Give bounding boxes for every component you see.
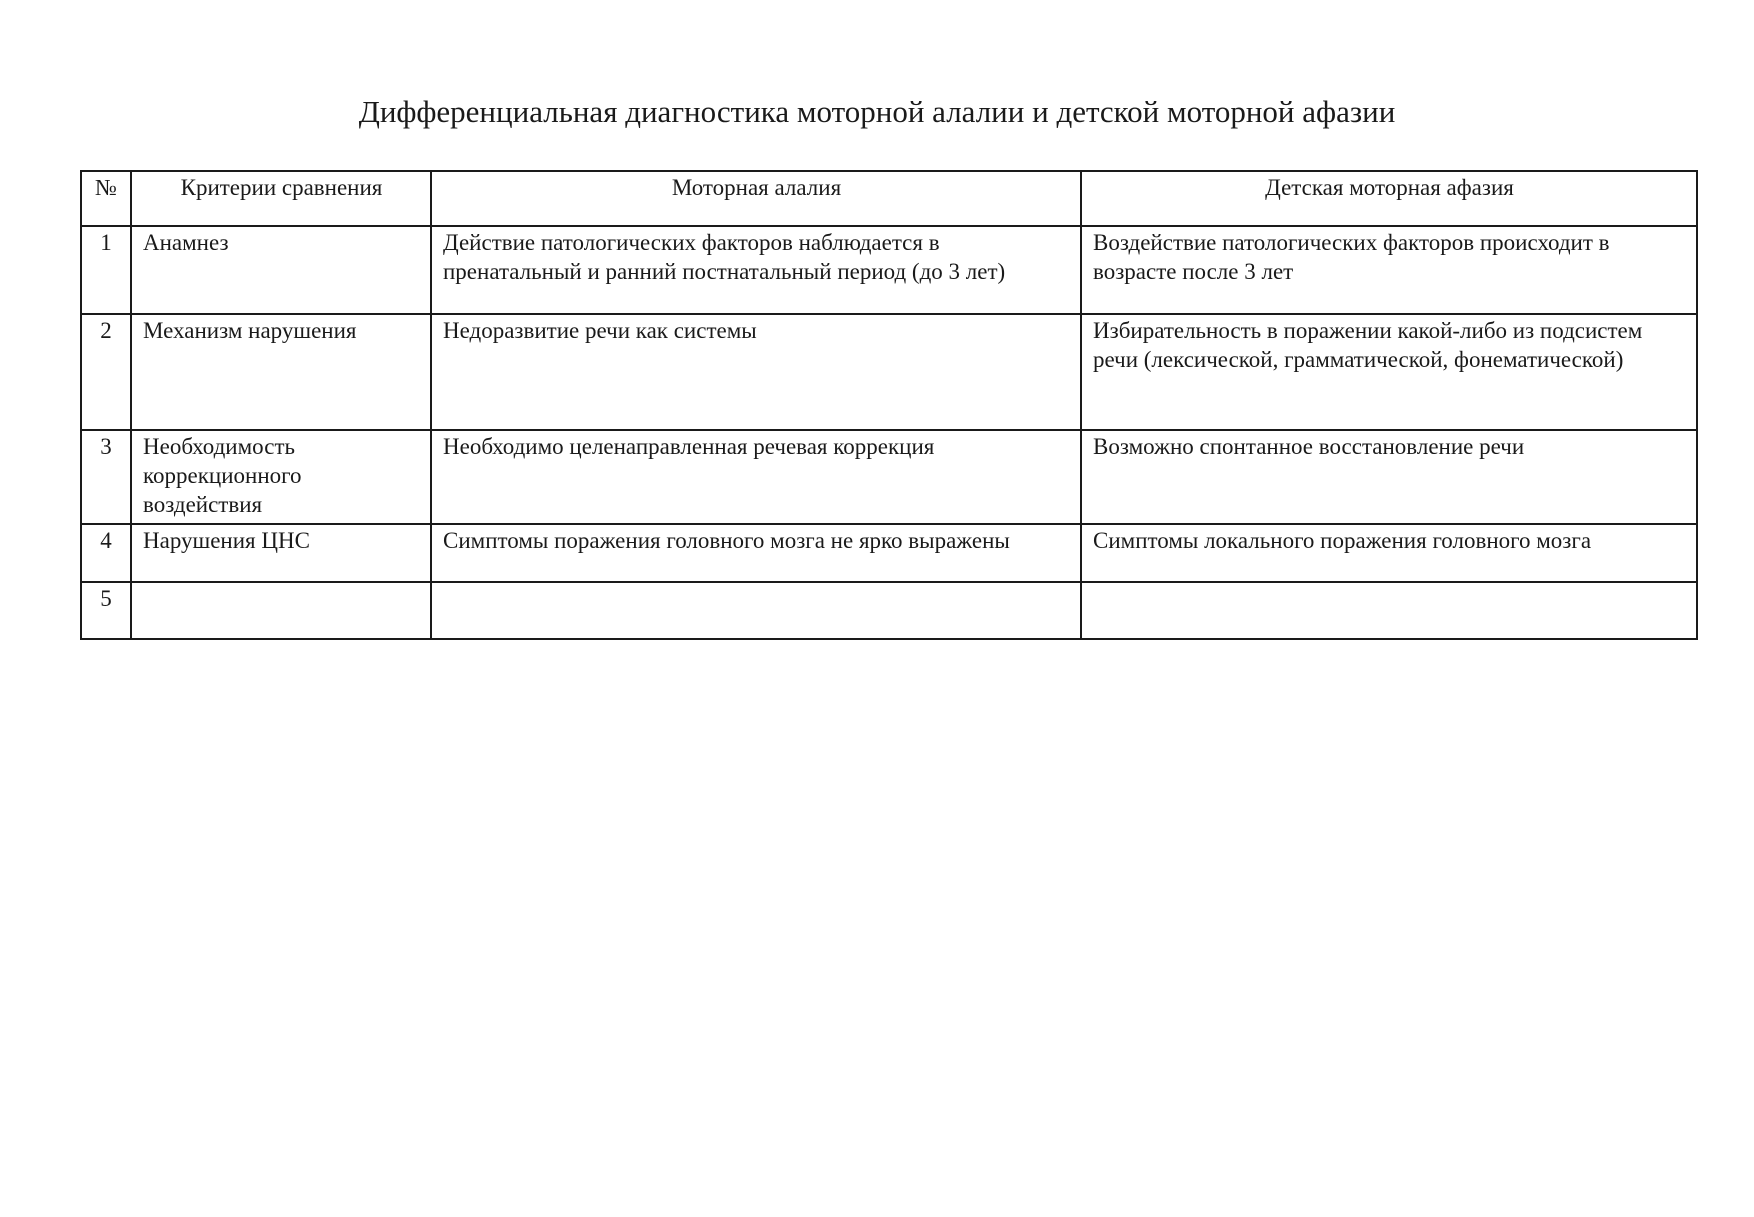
page-title: Дифференциальная диагностика моторной алалии и детской моторной афазии [358, 94, 1396, 129]
row-number: 3 [81, 430, 131, 524]
row-alalia-cell [431, 582, 1081, 639]
table-row [81, 524, 1697, 582]
comparison-table [80, 170, 1698, 640]
row-number: 4 [81, 524, 131, 582]
table-row [81, 582, 1697, 639]
row-criterion: Механизм нарушения [131, 314, 431, 430]
header-motor-alalia: Моторная алалия [431, 171, 1081, 226]
table-row [81, 430, 1697, 524]
table-row [81, 314, 1697, 430]
table-row [81, 226, 1697, 314]
row-aphasia-cell: Воздействие патологических факторов происходит в возрасте после 3 лет [1081, 226, 1697, 314]
row-aphasia-cell: Симптомы локального поражения головного мозга [1081, 524, 1697, 582]
row-aphasia-cell [1081, 582, 1697, 639]
row-criterion [131, 582, 431, 639]
table-header-row [81, 171, 1697, 226]
row-alalia-cell: Симптомы поражения головного мозга не ярко выражены [431, 524, 1081, 582]
row-number: 5 [81, 582, 131, 639]
header-criteria: Критерии сравнения [131, 171, 431, 226]
row-aphasia-cell: Возможно спонтанное восстановление речи [1081, 430, 1697, 524]
row-alalia-cell: Действие патологических факторов наблюдается в пренатальный и ранний постнатальный период (до 3 лет) [431, 226, 1081, 314]
row-alalia-cell: Недоразвитие речи как системы [431, 314, 1081, 430]
row-number: 1 [81, 226, 131, 314]
row-number: 2 [81, 314, 131, 430]
header-motor-aphasia: Детская моторная афазия [1081, 171, 1697, 226]
row-alalia-cell: Необходимо целенаправленная речевая коррекция [431, 430, 1081, 524]
row-criterion: Необходимость коррекционного воздействия [131, 430, 431, 524]
row-aphasia-cell: Избирательность в поражении какой-либо из подсистем речи (лексической, грамматической, фонематической) [1081, 314, 1697, 430]
row-criterion: Анамнез [131, 226, 431, 314]
row-criterion: Нарушения ЦНС [131, 524, 431, 582]
header-number: № [81, 171, 131, 226]
